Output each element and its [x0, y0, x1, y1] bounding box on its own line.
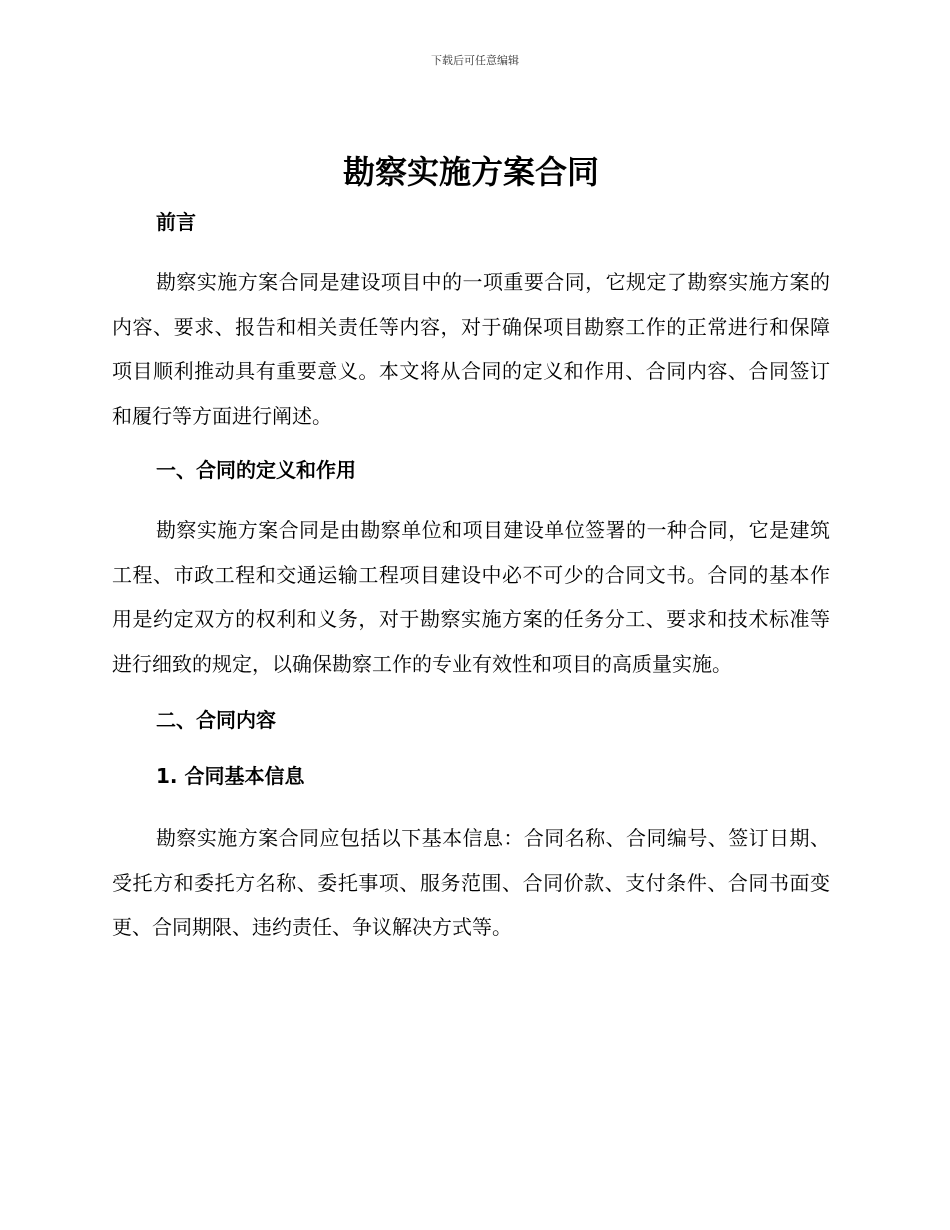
section2-sub1-heading: 1. 合同基本信息 [156, 764, 305, 788]
section1-heading: 一、合同的定义和作用 [156, 458, 356, 482]
document-title: 勘察实施方案合同 [342, 153, 599, 191]
section2-sub1-paragraph: 勘察实施方案合同应包括以下基本信息：合同名称、合同编号、签订日期、受托方和委托方名称、委托事项、服务范围、合同价款、支付条件、合同书面变更、合同期限、违约责任、争议解决方式等。 [112, 826, 830, 939]
preface-heading: 前言 [156, 210, 196, 234]
section2-heading: 二、合同内容 [156, 708, 276, 732]
page-header-note: 下载后可任意编辑 [431, 54, 519, 67]
section1-paragraph: 勘察实施方案合同是由勘察单位和项目建设单位签署的一种合同，它是建筑工程、市政工程和交通运输工程项目建设中必不可少的合同文书。合同的基本作用是约定双方的权利和义务，对于勘察实施方案的任务分工、要求和技术标准等进行细致的规定，以确保勘察工作的专业有效性和项目的高质量实施。 [112, 518, 830, 676]
document-body [112, 150, 830, 950]
preface-paragraph: 勘察实施方案合同是建设项目中的一项重要合同，它规定了勘察实施方案的内容、要求、报告和相关责任等内容，对于确保项目勘察工作的正常进行和保障项目顺利推动具有重要意义。本文将从合同的定义和作用、合同内容、合同签订和履行等方面进行阐述。 [112, 270, 830, 428]
